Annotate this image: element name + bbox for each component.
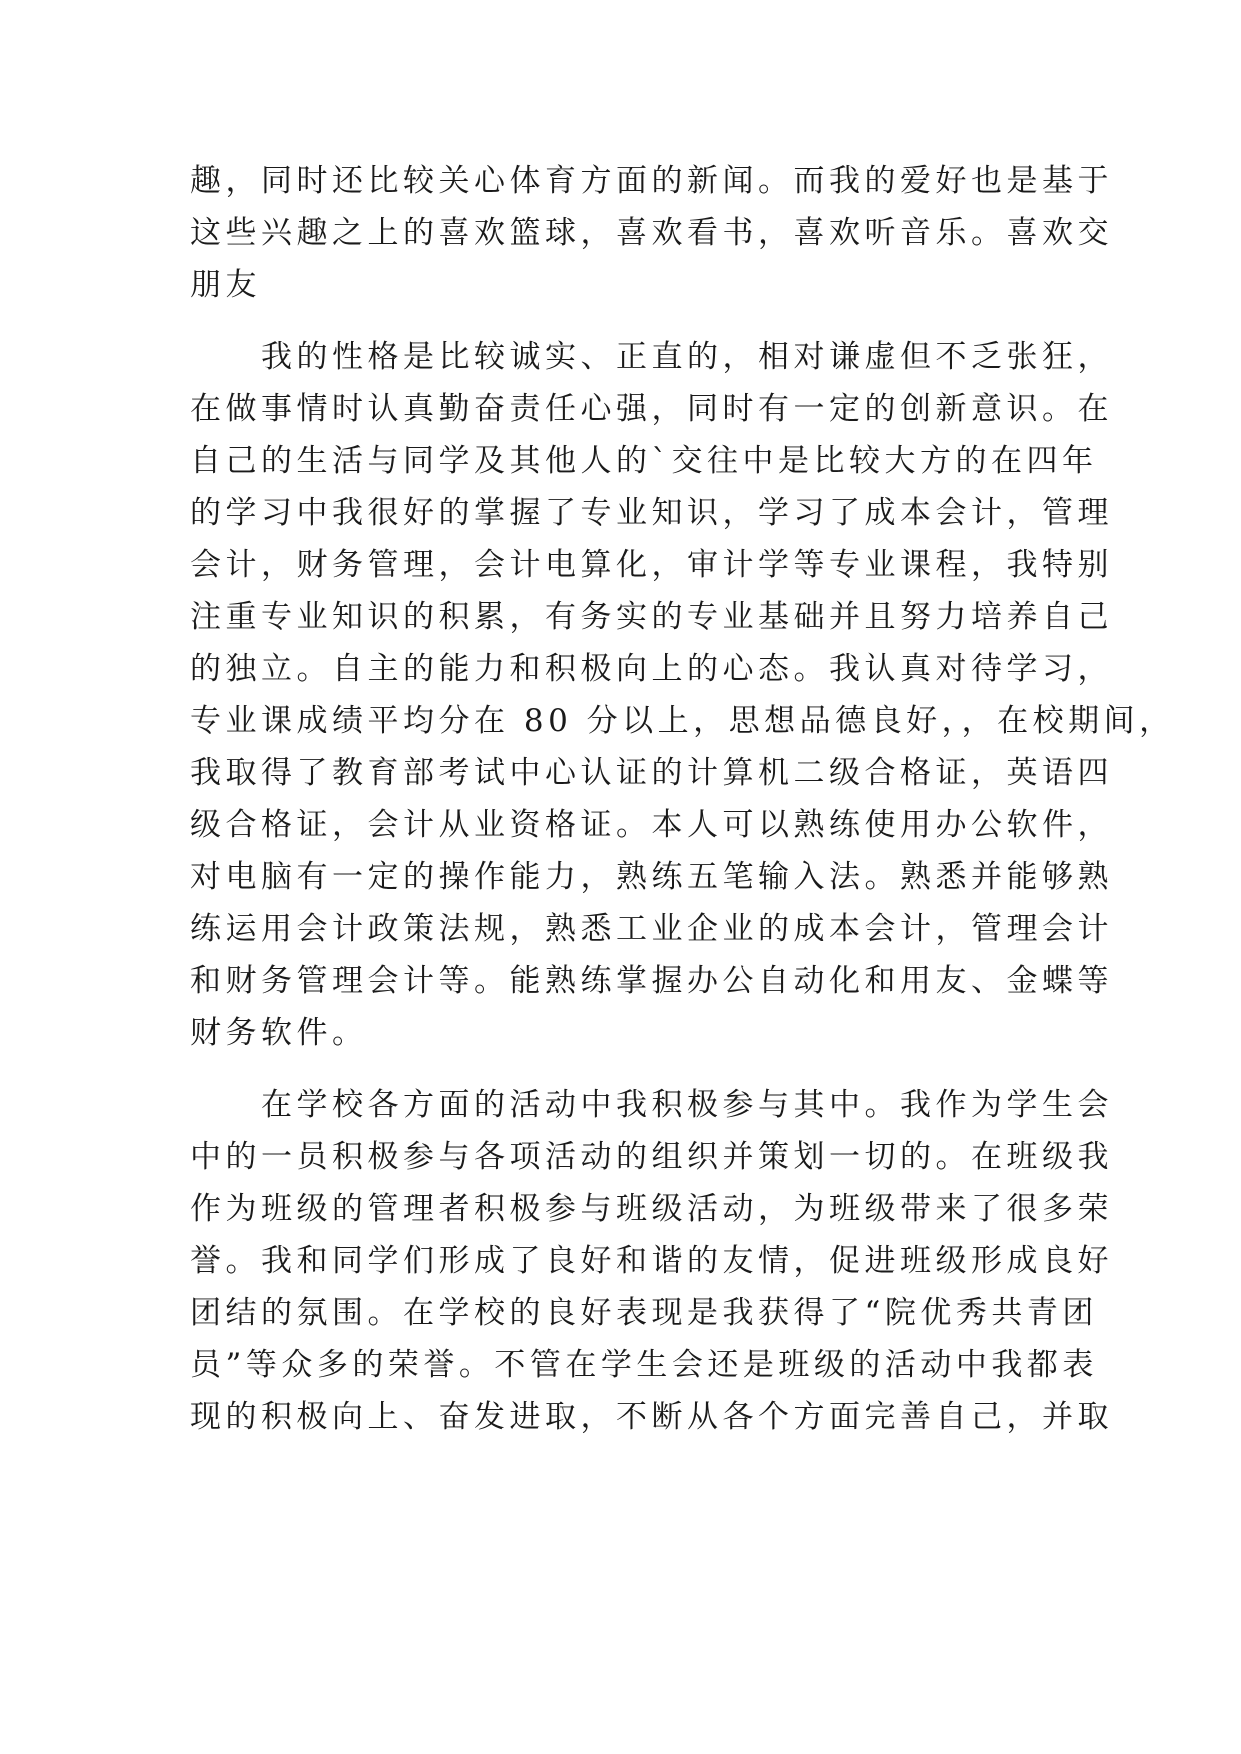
text-line: 我取得了教育部考试中心认证的计算机二级合格证，英语四 xyxy=(190,755,1113,791)
text-line: 员”等众多的荣誉。不管在学生会还是班级的活动中我都表 xyxy=(190,1347,1098,1383)
text-line: 自己的生活与同学及其他人的`交往中是比较大方的在四年 xyxy=(190,443,1098,479)
text-line: 对电脑有一定的操作能力，熟练五笔输入法。熟悉并能够熟 xyxy=(190,859,1113,895)
text-line: 趣，同时还比较关心体育方面的新闻。而我的爱好也是基于 xyxy=(190,163,1113,199)
paragraph-gap xyxy=(190,1059,1060,1079)
paragraph-gap xyxy=(190,311,1060,331)
text-line: 在做事情时认真勤奋责任心强，同时有一定的创新意识。在 xyxy=(190,391,1113,427)
text-line: 的独立。自主的能力和积极向上的心态。我认真对待学习， xyxy=(190,651,1113,687)
text-line: 级合格证，会计从业资格证。本人可以熟练使用办公软件， xyxy=(190,807,1113,843)
text-line: 团结的氛围。在学校的良好表现是我获得了“院优秀共青团 xyxy=(190,1295,1098,1331)
text-line: 注重专业知识的积累，有务实的专业基础并且努力培养自己 xyxy=(190,599,1113,635)
text-line: 朋友 xyxy=(190,267,261,303)
text-line: 会计，财务管理，会计电算化，审计学等专业课程，我特别 xyxy=(190,547,1113,583)
text-line: 中的一员积极参与各项活动的组织并策划一切的。在班级我 xyxy=(190,1139,1113,1175)
text-line: 我的性格是比较诚实、正直的，相对谦虚但不乏张狂， xyxy=(190,339,1113,375)
text-line: 这些兴趣之上的喜欢篮球，喜欢看书，喜欢听音乐。喜欢交 xyxy=(190,215,1113,251)
text-line: 和财务管理会计等。能熟练掌握办公自动化和用友、金蝶等 xyxy=(190,963,1113,999)
document-body xyxy=(190,155,1175,1443)
text-line: 在学校各方面的活动中我积极参与其中。我作为学生会 xyxy=(190,1087,1113,1123)
text-line: 专业课成绩平均分在 80 分以上，思想品德良好，，在校期间， xyxy=(190,703,1175,739)
text-line: 的学习中我很好的掌握了专业知识，学习了成本会计，管理 xyxy=(190,495,1113,531)
text-line: 财务软件。 xyxy=(190,1015,368,1051)
text-line: 现的积极向上、奋发进取，不断从各个方面完善自己，并取 xyxy=(190,1399,1113,1435)
text-line: 作为班级的管理者积极参与班级活动，为班级带来了很多荣 xyxy=(190,1191,1113,1227)
text-line: 练运用会计政策法规，熟悉工业企业的成本会计，管理会计 xyxy=(190,911,1113,947)
text-line: 誉。我和同学们形成了良好和谐的友情，促进班级形成良好 xyxy=(190,1243,1113,1279)
